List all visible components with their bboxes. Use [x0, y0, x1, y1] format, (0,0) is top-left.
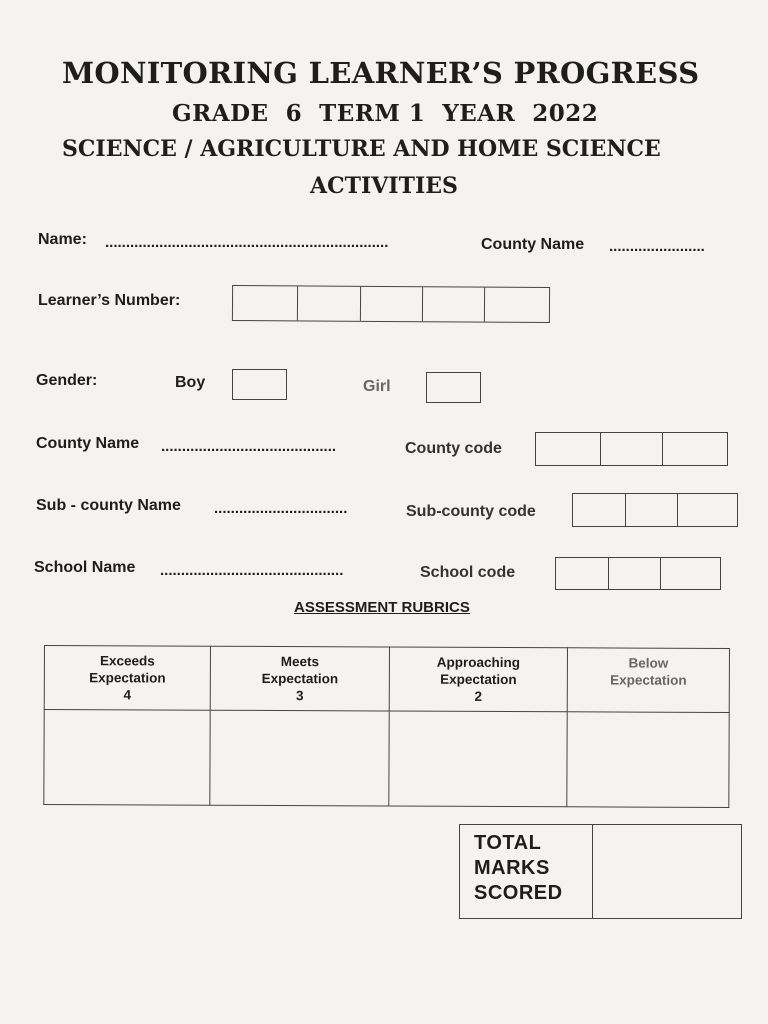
total-marks-divider: [592, 825, 593, 918]
school-code-cell[interactable]: [608, 558, 609, 589]
form-title: MONITORING LEARNER’S PROGRESS: [62, 56, 700, 90]
subcounty-code-cell[interactable]: [677, 494, 678, 526]
rubric-score-cell-meets[interactable]: [210, 710, 389, 806]
county-code-cell[interactable]: [662, 433, 663, 465]
rubric-header-row: [44, 646, 729, 713]
subject-line-2: ACTIVITIES: [310, 173, 458, 199]
learner-number-cell[interactable]: [297, 286, 298, 320]
name-field[interactable]: ....................................................................: [105, 234, 389, 251]
school-code-cell[interactable]: [660, 558, 661, 589]
assessment-rubrics-title: ASSESSMENT RUBRICS: [294, 599, 470, 616]
girl-label: Girl: [363, 378, 391, 395]
rubric-table: [43, 645, 730, 808]
learner-number-cell[interactable]: [422, 287, 423, 321]
boy-label: Boy: [175, 374, 206, 391]
total-marks-label: TOTAL MARKS SCORED: [474, 832, 563, 904]
county-name-top-field[interactable]: .......................: [609, 238, 705, 255]
rubric-header-meets: Meets Expectation 3: [210, 646, 389, 711]
learner-number-cell[interactable]: [360, 287, 361, 321]
boy-checkbox[interactable]: [232, 369, 287, 400]
county-code-cell[interactable]: [600, 433, 601, 465]
subcounty-code-cell[interactable]: [625, 494, 626, 526]
rubric-header-exceeds: Exceeds Expectation 4: [44, 646, 210, 711]
subcounty-code-boxes[interactable]: [572, 493, 738, 527]
rubric-header-approaching: Approaching Expectation 2: [389, 647, 567, 712]
county-name-top-label: County Name: [481, 236, 585, 253]
gender-label: Gender:: [36, 372, 98, 389]
county-name-label: County Name: [36, 435, 140, 452]
learner-number-label: Learner’s Number:: [38, 292, 181, 309]
grade-term-year: GRADE 6 TERM 1 YEAR 2022: [172, 100, 599, 127]
county-code-boxes[interactable]: [535, 432, 728, 466]
rubric-score-cell-approaching[interactable]: [389, 711, 567, 807]
county-name-field[interactable]: ..........................................: [161, 438, 337, 455]
school-code-label: School code: [420, 564, 516, 581]
rubric-header-below: Below Expectation: [567, 648, 729, 713]
learner-number-boxes[interactable]: [232, 285, 550, 323]
subject-line: SCIENCE / AGRICULTURE AND HOME SCIENCE: [62, 136, 661, 162]
school-name-field[interactable]: ............................................: [160, 562, 344, 579]
county-code-label: County code: [405, 440, 502, 457]
rubric-score-row: [44, 710, 729, 808]
school-name-label: School Name: [34, 559, 136, 576]
name-label: Name:: [38, 231, 87, 248]
subcounty-code-label: Sub-county code: [406, 503, 536, 520]
subcounty-name-label: Sub - county Name: [36, 497, 181, 514]
rubric-score-cell-exceeds[interactable]: [44, 710, 210, 806]
school-code-boxes[interactable]: [555, 557, 721, 590]
learner-number-cell[interactable]: [484, 288, 485, 322]
total-marks-box: [459, 824, 742, 919]
rubric-score-cell-below[interactable]: [567, 712, 729, 808]
subcounty-name-field[interactable]: ................................: [214, 500, 348, 517]
girl-checkbox[interactable]: [426, 372, 481, 403]
